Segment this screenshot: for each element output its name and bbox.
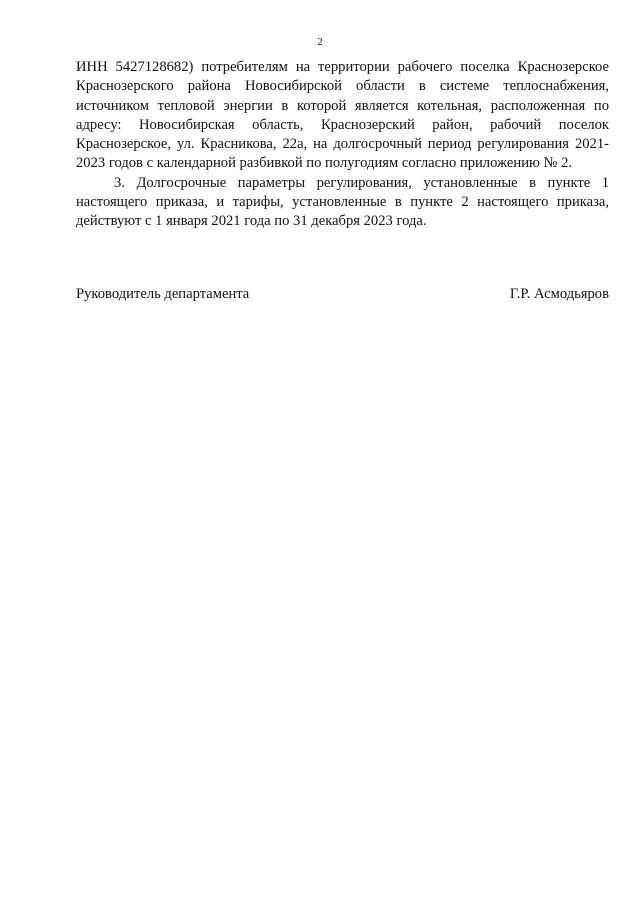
paragraph-continuation: ИНН 5427128682) потребителям на территории рабочего поселка Краснозерское Краснозерского района Новосибирской области в системе теплоснабжения, источником тепловой энергии в которой является котельная, расположенная по адресу: Новосибирская область, Краснозерский район, рабочий поселок Краснозерское, ул. Красникова, 22а, на долгосрочный период регулирования 2021-2023 годов с календарной разбивкой по полугодиям согласно приложению № 2. [76,59,609,172]
document-body [76,58,609,232]
page-number: 2 [317,37,323,48]
signatory-position: Руководитель департамента [76,286,250,302]
signature-block [76,285,609,304]
paragraph-item-3: 3. Долгосрочные параметры регулирования, установленные в пункте 1 настоящего приказа, и тарифы, установленные в пункте 2 настоящего приказа, действуют с 1 января 2021 года по 31 декабря 2023 года. [76,174,609,230]
signatory-name: Г.Р. Асмодьяров [509,286,609,302]
